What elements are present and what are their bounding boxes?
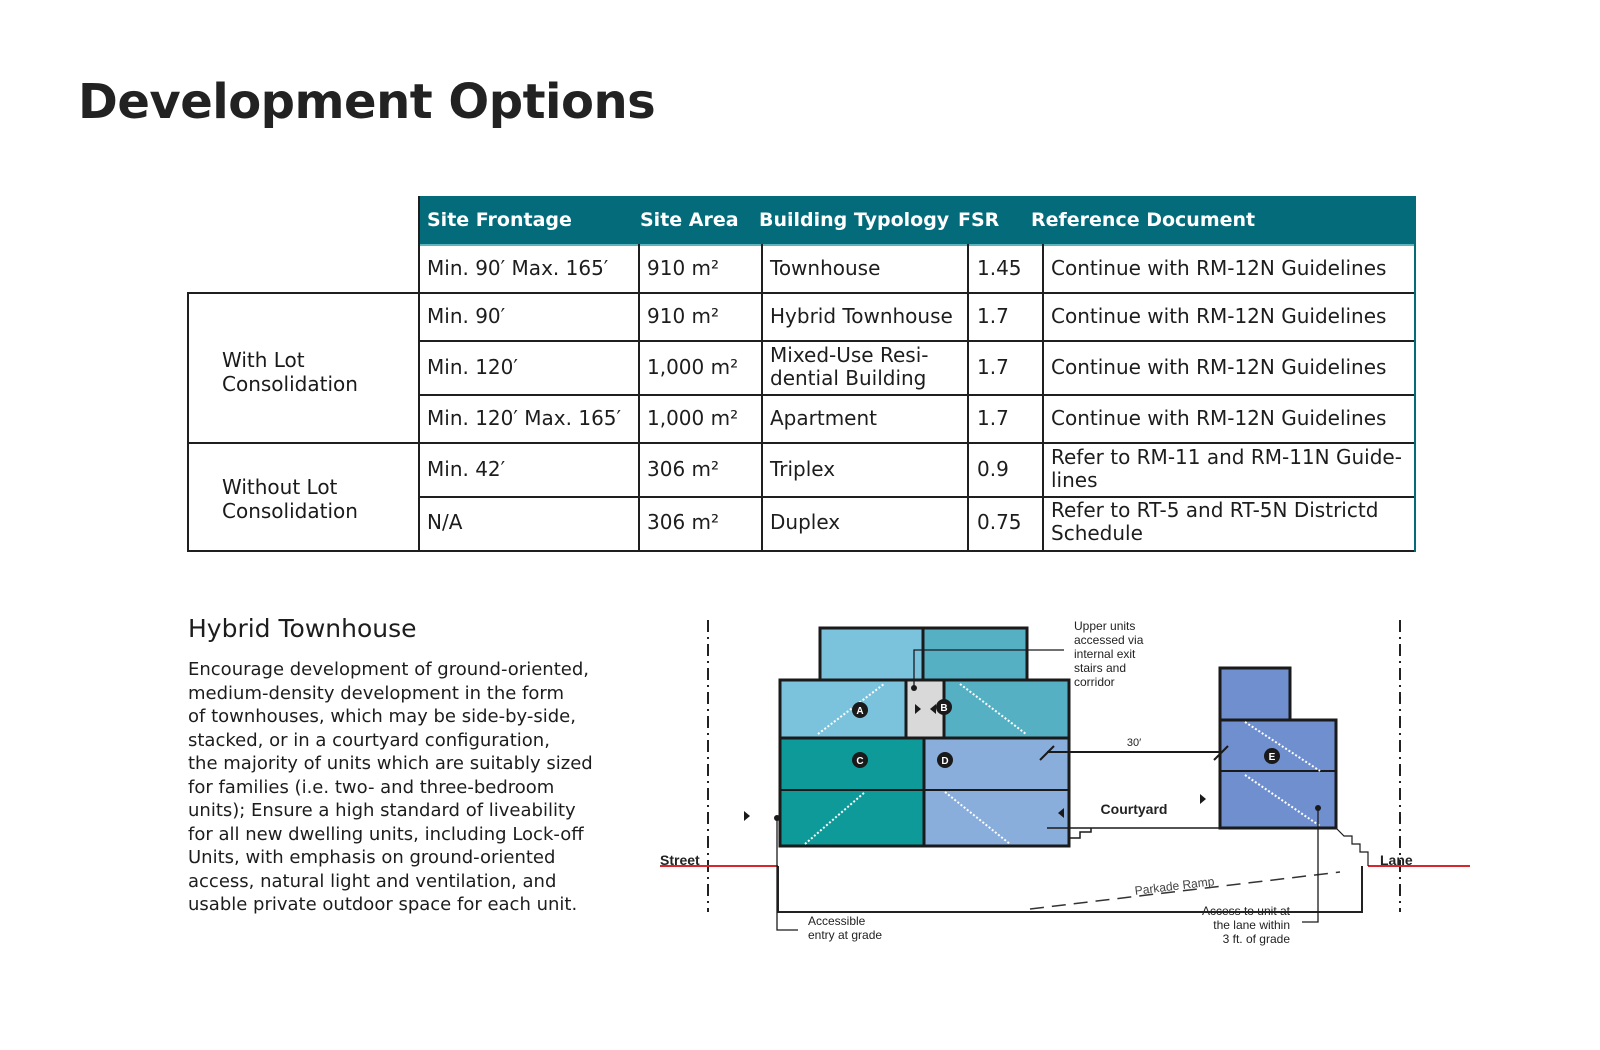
table-cell: 910 m² <box>647 256 720 280</box>
unit-a-marker <box>852 702 868 718</box>
svg-text:A: A <box>856 706 864 717</box>
table-header-row <box>419 196 1414 246</box>
table-cell: Continue with RM-12N Guidelines <box>1051 256 1387 280</box>
table-cell: Min. 42′ <box>427 457 506 481</box>
setback-dimension: 30′ <box>1126 737 1142 749</box>
table-cell: Refer to RM-11 and RM-11N Guide- lines <box>1051 445 1402 492</box>
table-cell: 306 m² <box>647 510 720 534</box>
parkade-ramp-label: Parkade Ramp <box>1133 874 1216 898</box>
table-cell: 1,000 m² <box>647 406 739 430</box>
table-cell: 0.75 <box>977 510 1022 534</box>
unit-b-marker <box>936 699 952 715</box>
table-cell: 306 m² <box>647 457 720 481</box>
svg-text:E: E <box>1268 752 1276 763</box>
table-cell: Hybrid Townhouse <box>770 304 953 328</box>
page-title: Development Options <box>78 74 656 130</box>
courtyard-label: Courtyard <box>1100 801 1168 817</box>
table-cell: Apartment <box>770 406 878 430</box>
unit-d-marker <box>937 752 953 768</box>
table-cell: N/A <box>427 510 463 534</box>
table-cell: Min. 120′ Max. 165′ <box>427 406 622 430</box>
unit-e-marker <box>1264 748 1280 764</box>
table-cell: Min. 120′ <box>427 355 518 379</box>
unit-c-marker <box>852 752 868 768</box>
table-cell: Triplex <box>770 457 836 481</box>
lane-access-note: Access to unit at the lane within 3 ft. of grade <box>1201 904 1290 946</box>
header-site-area: Site Area <box>640 209 739 231</box>
table-cell: Refer to RT-5 and RT-5N Districtd Schedule <box>1051 498 1379 545</box>
upper-units-note-text: Upper units accessed via internal exit stairs and corridor <box>1074 619 1164 689</box>
section-body: Encourage development of ground-oriented, medium-density development in the form of townhouses, which may be side-by-side, stacked, or in a courtyard configuration, the majority of units which are suitably sized for families (i.e. two- and three-bedroom units); Ensure a high standard of liveability for all new dwelling units, including Lock-off Units, with emphasis on ground-oriented access, natural light and ventilation, and usable private outdoor space for each unit. <box>188 659 593 915</box>
accessible-entry-note: Accessible entry at grade <box>808 914 883 942</box>
header-fsr: FSR <box>958 209 1000 231</box>
street-label: Street <box>660 852 700 868</box>
table-cell: 1.7 <box>977 304 1009 328</box>
table-cell: Min. 90′ <box>427 304 506 328</box>
table-cell: Min. 90′ Max. 165′ <box>427 256 609 280</box>
svg-text:B: B <box>940 703 948 714</box>
table-cell: Continue with RM-12N Guidelines <box>1051 355 1387 379</box>
section-title: Hybrid Townhouse <box>188 614 417 643</box>
table-cell: Duplex <box>770 510 841 534</box>
svg-text:D: D <box>941 756 949 767</box>
table-cell: Townhouse <box>770 256 881 280</box>
table-cell: 0.9 <box>977 457 1009 481</box>
table-cell: Continue with RM-12N Guidelines <box>1051 304 1387 328</box>
header-reference-document: Reference Document <box>1031 209 1256 231</box>
lane-label: Lane <box>1380 852 1413 868</box>
header-site-frontage: Site Frontage <box>427 209 572 231</box>
table-cell: 1.45 <box>977 256 1022 280</box>
table-cell: 1.7 <box>977 355 1009 379</box>
table-cell: 1,000 m² <box>647 355 739 379</box>
table-cell: 910 m² <box>647 304 720 328</box>
group-with-lot-consolidation: With Lot Consolidation <box>222 348 358 396</box>
svg-text:C: C <box>856 756 864 767</box>
table-cell: 1.7 <box>977 406 1009 430</box>
header-building-typology: Building Typology <box>759 209 950 231</box>
table-cell: Mixed-Use Resi- dential Building <box>770 343 929 390</box>
group-without-lot-consolidation: Without Lot Consolidation <box>222 475 358 523</box>
table-cell: Continue with RM-12N Guidelines <box>1051 406 1387 430</box>
development-options-table <box>187 196 1416 553</box>
